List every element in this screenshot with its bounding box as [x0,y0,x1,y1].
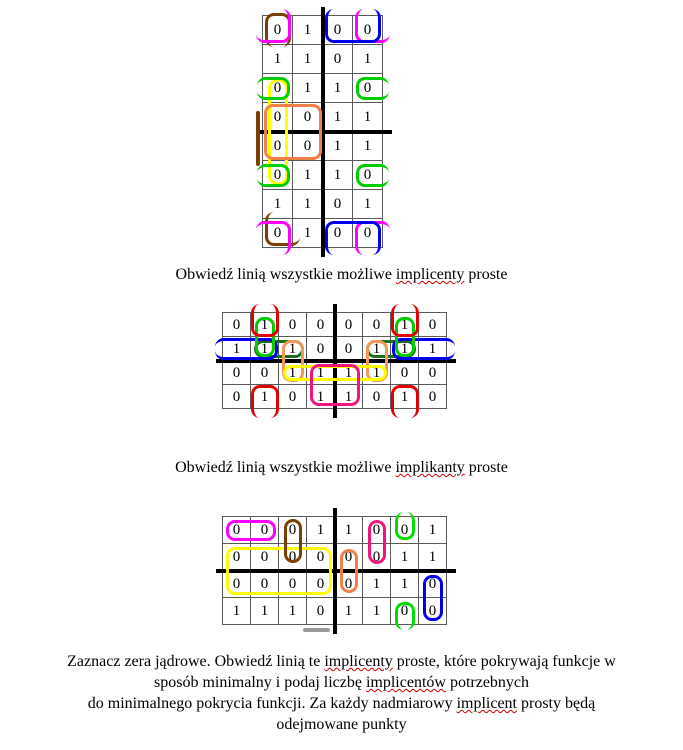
zero-group-yellow [226,547,332,595]
footer-text: prosty będą [517,695,596,712]
kmap-cell: 0 [307,598,335,625]
implicant-outline-green-r6r [356,164,389,187]
kmap-cell: 0 [353,16,383,45]
footer-instructions [0,651,683,735]
kmap-cell: 0 [391,517,419,544]
kmap-cell: 1 [307,385,335,409]
kmap-cell: 0 [263,103,293,132]
kmap-cell: 1 [223,598,251,625]
kmap-cell: 0 [251,361,279,385]
kmap-cell: 1 [419,544,447,571]
caption-text: Obwiedź linią wszystkie możliwe [175,266,396,283]
kmap-cell: 1 [353,190,383,219]
kmap-cell: 0 [307,313,335,337]
implicant-outline-green-r6l [257,164,290,187]
kmap-cell: 1 [251,598,279,625]
kmap-cell: 0 [279,544,307,571]
kmap-cell: 0 [335,313,363,337]
kmap-cell: 0 [419,598,447,625]
footer-line-4 [0,714,683,735]
kmap-cell: 0 [263,161,293,190]
kmap-cell: 0 [391,361,419,385]
kmap-cell: 1 [263,190,293,219]
footer-text: proste, które pokrywają funkcje w [392,653,616,670]
kmap-cell: 1 [363,337,391,361]
kmap-cell: 1 [391,544,419,571]
zero-group-orange [340,549,358,593]
kmap-cell: 1 [335,598,363,625]
kmap-cell: 0 [353,74,383,103]
kmap-cell: 1 [419,337,447,361]
kmap-cell: 1 [279,361,307,385]
kmap-cell: 0 [293,103,323,132]
kmap-cell: 1 [353,45,383,74]
zero-group-blue [423,575,443,621]
kmap-cell: 1 [335,385,363,409]
implicant-outline-red-c7-bottom [391,385,419,418]
kmap-cell: 0 [307,337,335,361]
kmap-cell: 1 [353,132,383,161]
karnaugh-map-middle [222,312,447,409]
kmap-cell: 1 [323,132,353,161]
implicant-outline-magenta-bl [256,221,291,255]
kmap-cell: 0 [323,45,353,74]
kmap-cell: 1 [335,517,363,544]
kmap-cell: 1 [279,598,307,625]
kmap-cell: 1 [279,337,307,361]
essential-zero-underline [303,628,330,632]
caption-text: proste [464,459,508,476]
kmap-cell: 1 [293,190,323,219]
kmap-cell: 0 [251,571,279,598]
zero-group-deeppink [368,520,386,564]
kmap-cell: 0 [223,361,251,385]
kmap-cell: 0 [223,544,251,571]
implicant-outline-green-r3l [257,77,290,100]
implicant-outline-red-c7-top [391,304,419,337]
kmap-cell: 0 [263,219,293,248]
kmap-cell: 0 [363,385,391,409]
kmap-cell: 1 [391,313,419,337]
kmap-cell: 0 [335,544,363,571]
kmap-cell: 1 [391,571,419,598]
kmap-cell: 0 [307,571,335,598]
caption-text: proste [464,266,508,283]
kmap-cell: 1 [323,74,353,103]
zero-group-brown [284,519,302,563]
kmap-cell: 0 [223,313,251,337]
footer-text: potrzebnych [445,674,530,691]
implicant-outline-orange [264,104,322,160]
kmap-cell: 0 [251,517,279,544]
kmap-cell: 0 [353,161,383,190]
implicant-outline-pink [310,364,360,406]
caption-text: Obwiedź linią wszystkie możliwe [175,459,396,476]
kmap-cell: 0 [353,219,383,248]
kmap-cell: 1 [251,385,279,409]
kmap-cell: 0 [323,16,353,45]
kmap-cell: 0 [419,361,447,385]
kmap-cell: 1 [419,517,447,544]
implicant-outline-red-c2-bottom [251,385,279,418]
implicant-outline-green-r3r [356,77,389,100]
kmap-cell: 0 [419,571,447,598]
implicant-outline-magenta-tl [256,9,291,43]
kmap-cell: 1 [391,337,419,361]
kmap-cell: 1 [293,45,323,74]
misspelled-word: implicenty [395,266,465,283]
footer-text: do minimalnego pokrycia funkcji. Za każdy nadmiarowy [87,695,457,712]
footer-text: Zaznacz zera jądrowe. Obwiedź linią te [67,653,325,670]
kmap-cell: 1 [363,361,391,385]
kmap-cell: 0 [419,313,447,337]
kmap-cell: 1 [307,361,335,385]
kmap-cell: 0 [363,517,391,544]
kmap-cell: 0 [335,337,363,361]
kmap-cell: 1 [353,103,383,132]
footer-text: sposób minimalny i podaj liczbę [153,674,366,691]
kmap-cell: 1 [293,219,323,248]
kmap-cell: 0 [223,571,251,598]
implicant-outline-blue-bottom [325,221,381,255]
kmap-cell: 0 [323,190,353,219]
kmap-cell: 1 [335,361,363,385]
kmap-cell: 0 [279,517,307,544]
kmap-cell: 0 [391,598,419,625]
kmap-cell: 1 [263,45,293,74]
kmap-cell: 0 [263,74,293,103]
kmap-cell: 0 [363,544,391,571]
kmap-cell: 1 [251,337,279,361]
kmap-cell: 0 [363,313,391,337]
karnaugh-map-bottom [222,516,447,625]
karnaugh-map-top [262,15,383,248]
zero-group-green-bottom [395,602,415,630]
kmap-cell: 0 [307,544,335,571]
caption-implikanty [0,459,683,477]
kmap-cell: 0 [335,571,363,598]
kmap-cell: 1 [323,161,353,190]
kmap-cell: 0 [323,219,353,248]
kmap-cell: 0 [263,132,293,161]
kmap-cell: 1 [363,598,391,625]
kmap-cell: 1 [363,571,391,598]
implicant-mark-brown-edge [256,111,260,166]
misspelled-word: implicentów [365,674,446,691]
kmap-cell: 1 [293,74,323,103]
implicant-outline-red-c2-top [251,304,279,337]
kmap-cell: 0 [279,385,307,409]
kmap-cell: 0 [223,517,251,544]
footer-line-2 [0,672,683,693]
implicant-outline-blue-top [325,9,381,43]
kmap-cell: 0 [263,16,293,45]
zero-group-green-top [395,512,415,540]
caption-implicenty [0,266,683,284]
kmap-cell: 1 [293,16,323,45]
kmap-cell: 0 [279,313,307,337]
zero-group-magenta [226,520,276,541]
footer-text: odejmowane punkty [276,716,407,733]
kmap-cell: 1 [223,337,251,361]
kmap-cell: 1 [293,161,323,190]
kmap-cell: 0 [293,132,323,161]
kmap-cell: 0 [223,385,251,409]
kmap-cell: 1 [251,313,279,337]
kmap-cell: 0 [419,385,447,409]
kmap-cell: 0 [279,571,307,598]
misspelled-word: implikanty [395,459,465,476]
kmap-cell: 1 [307,517,335,544]
footer-line-3 [0,693,683,714]
kmap-cell: 0 [251,544,279,571]
misspelled-word: implicent [456,695,517,712]
kmap-cell: 1 [323,103,353,132]
kmap-cell: 1 [391,385,419,409]
misspelled-word: implicenty [324,653,393,670]
footer-line-1 [0,651,683,672]
